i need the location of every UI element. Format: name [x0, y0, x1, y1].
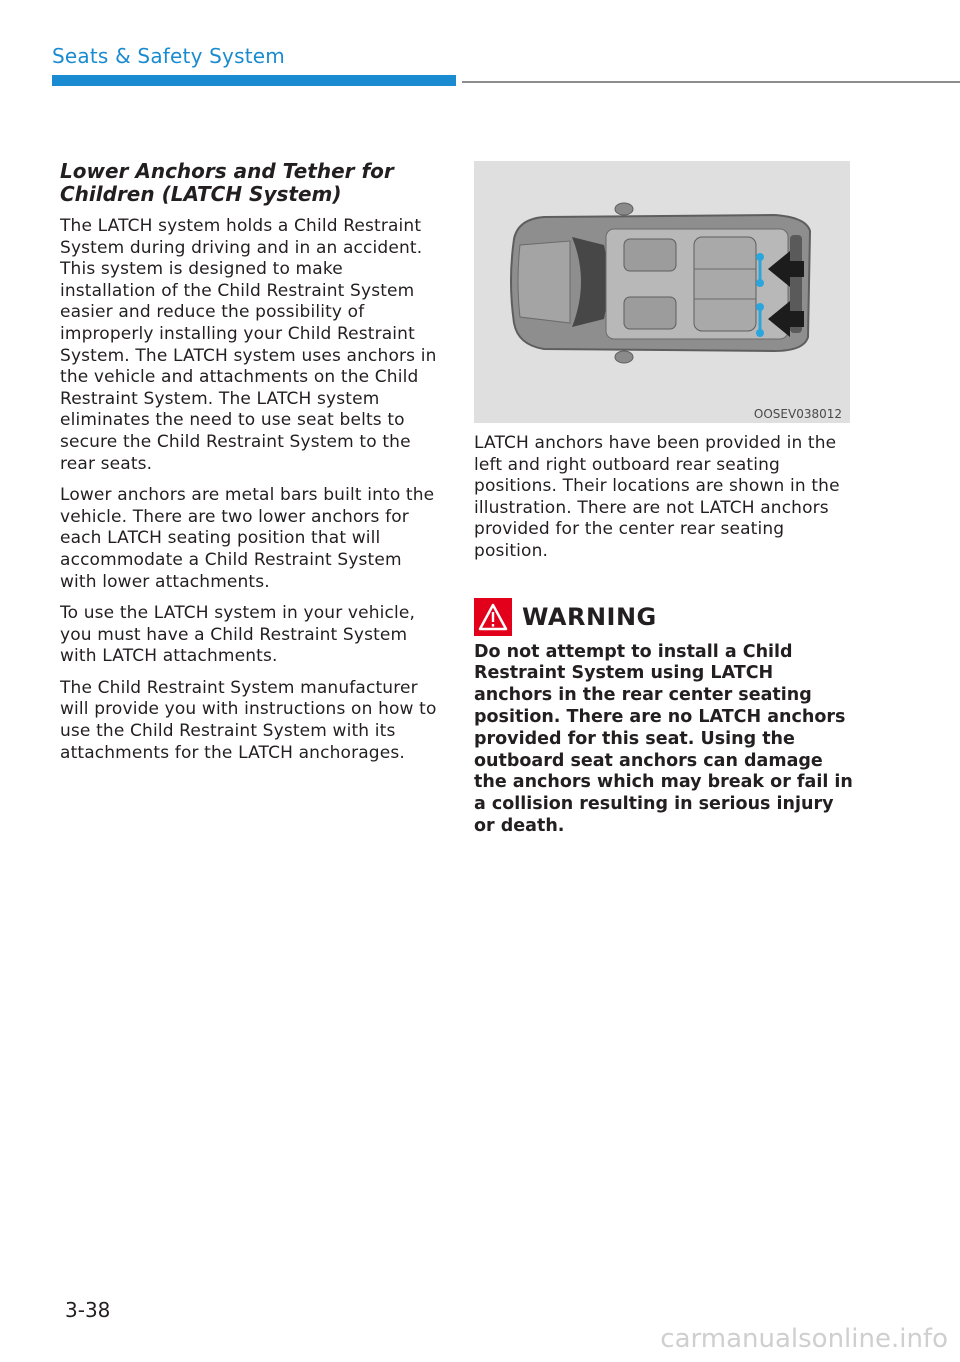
warning-icon	[474, 598, 512, 636]
right-column	[474, 161, 853, 838]
car-top-view-graphic	[474, 161, 850, 423]
paragraph-latch-requirement: To use the LATCH system in your vehicle, you must have a Child Restraint System with LATCH attachments.	[60, 603, 416, 667]
header-rule	[462, 81, 960, 83]
watermark: carmanualsonline.info	[660, 1324, 948, 1354]
paragraph-manufacturer-instructions: The Child Restraint System manufacturer will provide you with instructions on how to use the Child Restraint System with its attachments for the LATCH anchorages.	[60, 677, 437, 763]
section-title: Seats & Safety System	[52, 44, 285, 68]
figure-code: OOSEV038012	[753, 407, 842, 421]
section-heading: Lower Anchors and Tether for Children (LATCH System)	[60, 159, 394, 206]
page-number: 3-38	[65, 1298, 111, 1322]
warning-header	[474, 597, 850, 637]
paragraph-anchor-locations: LATCH anchors have been provided in the left and right outboard rear seating positions. Their locations are shown in the illustration. There are not LATCH anchors provided for the center rear seating position.	[474, 433, 840, 561]
warning-title: WARNING	[522, 602, 657, 631]
paragraph-lower-anchors: Lower anchors are metal bars built into the vehicle. There are two lower anchors for each LATCH seating position that will accommodate a Child Restraint System with lower attachments.	[60, 485, 435, 592]
left-column	[60, 160, 440, 774]
vehicle-illustration	[474, 161, 850, 423]
paragraph-latch-overview: The LATCH system holds a Child Restraint System during driving and in an accident. This system is designed to make installation of the Child Restraint System easier and reduce the possibility of improperly installing your Child Restraint System. The LATCH system uses anchors in the vehicle and attachments on the Child Restraint System. The LATCH system eliminates the need to use seat belts to secure the Child Restraint System to the rear seats.	[60, 216, 437, 474]
warning-text: Do not attempt to install a Child Restraint System using LATCH anchors in the rear center seating position. There are no LATCH anchors provided for this seat. Using the outboard seat anchors can damage the anchors which may break or fail in a collision resulting in serious injury or death.	[474, 641, 853, 836]
header-rule-accent	[52, 75, 456, 86]
